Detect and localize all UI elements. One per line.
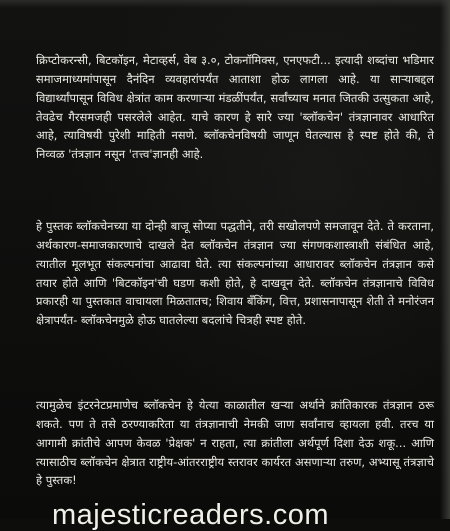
cover-top-edge [0,0,450,8]
blurb-paragraph-conclusion: त्यामुळेच इंटरनेटप्रमाणेच ब्लॉकचेन हे येत्या काळातील खऱ्या अर्थाने क्रांतिकारक तंत्रज्ञान ठरू शकते. पण ते तसे ठरण्याकरिता या तंत्रज्ञानाची नेमकी जाण सर्वांनाच व्हायला हवी. तरच या आगामी क्रांतीचे आपण केवळ 'प्रेक्षक' न राहता, त्या क्रांतीला अर्थपूर्ण दिशा देऊ शकू... आणि त्यासाठीच ब्लॉकचेन क्षेत्रात राष्ट्रीय-आंतरराष्ट्रीय स्तरावर कार्यरत असणाऱ्या तरुण, अभ्यासू तंत्रज्ञाचे हे पुस्तक! [36,398,434,488]
blurb-paragraph-intro: क्रिप्टोकरन्सी, बिटकॉइन, मेटाव्हर्स, वेब ३.०, टोकनॉमिक्स, एनएफटी... इत्यादी शब्दांचा भडिमार समाजमाध्यमांपासून दैनंदिन व्यवहारांपर्यंत आताशा होऊ लागला आहे. या साऱ्याबद्दल विद्यार्थ्यांपासून विविध क्षेत्रांत काम करणाऱ्या मंडळींपर्यंत, सर्वांच्याच मनात जितकी उत्सुकता आहे, तेवढेच गैरसमजही पसरलेले आहेत. याचे कारण हे सारे ज्या 'ब्लॉकचेन' तंत्रज्ञानावर आधारित आहे, त्याविषयी पुरेशी माहिती नसणे. ब्लॉकचेनविषयी जाणून घेतल्यास हे स्पष्ट होते की, ते निव्वळ 'तंत्रज्ञान नसून 'तत्त्व'ज्ञानही आहे. [36,53,434,161]
watermark-url: majesticreaders.com [52,499,330,531]
cover-spine-edge [440,0,450,519]
blurb-paragraph-content: हे पुस्तक ब्लॉकचेनच्या या दोन्ही बाजू सोप्या पद्धतीने, तरी सखोलपणे समजावून देते. ते करताना, अर्थकारण-समाजकारणाचे दाखले देत ब्लॉकचेन तंत्रज्ञान ज्या संगणकशास्त्राशी संबंधित आहे, त्यातील मूलभूत संकल्पनांचा आढावा घेते. त्या संकल्पनांच्या आधारावर ब्लॉकचेन तंत्रज्ञान कसे तयार होते आणि 'बिटकॉइन'ची घडण कशी होते, हे दाखवून देते. ब्लॉकचेन तंत्रज्ञानाचे विविध प्रकारही या पुस्तकात वाचायला मिळतातच; शिवाय बँकिंग, वित्त, प्रशासनापासून शेती ते मनोरंजन क्षेत्रापर्यंत- ब्लॉकचेनमुळे होऊ घातलेल्या बदलांचे चित्रही स्पष्ट होते. [36,219,434,327]
